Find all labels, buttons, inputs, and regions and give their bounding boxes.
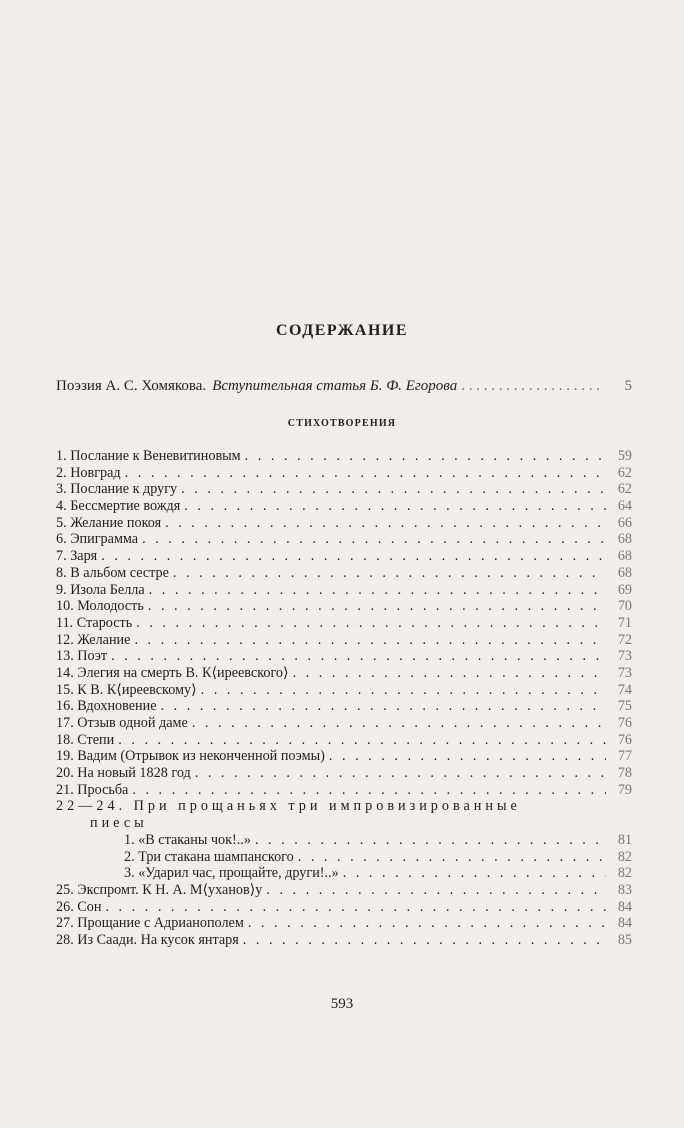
leader-dots xyxy=(125,465,606,482)
entry-page: 78 xyxy=(617,765,632,782)
entry-title: 4. Бессмертие вождя xyxy=(56,498,181,515)
group-title-cont: пиесы xyxy=(90,815,148,832)
entry-title: 25. Экспромт. К Н. А. М⟨уханов⟩у xyxy=(56,881,263,898)
entry-page: 75 xyxy=(617,698,632,715)
entry-title: 15. К В. К⟨иреевскому⟩ xyxy=(56,681,197,698)
entry-page: 81 xyxy=(617,831,632,848)
toc-entry xyxy=(56,565,632,582)
entry-page: 69 xyxy=(617,581,632,598)
entry-page: 82 xyxy=(617,865,632,882)
leader-dots xyxy=(298,849,606,866)
toc-entry xyxy=(56,465,632,482)
leader-dots xyxy=(161,698,606,715)
toc-entry xyxy=(56,782,632,799)
entry-page: 68 xyxy=(617,548,632,565)
section-heading: СТИХОТВОРЕНИЯ xyxy=(287,418,397,429)
toc-entry xyxy=(56,481,632,498)
entry-page: 76 xyxy=(617,715,632,731)
toc-entry xyxy=(56,515,632,532)
leader-dots xyxy=(266,882,606,899)
leader-dots xyxy=(461,378,604,395)
entry-page: 72 xyxy=(617,631,632,648)
leader-dots xyxy=(195,765,606,782)
leader-dots xyxy=(181,481,606,498)
entry-page: 84 xyxy=(617,915,632,932)
entry-title: 6. Эпиграмма xyxy=(56,531,139,548)
entry-title: 1. Послание к Веневитиновым xyxy=(56,448,241,464)
toc-entry xyxy=(56,932,632,949)
entry-title: 16. Вдохновение xyxy=(56,698,157,715)
entry-page: 77 xyxy=(617,748,632,765)
entry-page: 73 xyxy=(617,648,632,665)
leader-dots xyxy=(142,531,606,548)
toc-entry xyxy=(56,732,632,749)
entry-title: 2. Новград xyxy=(56,464,121,481)
entry-title: 11. Старость xyxy=(56,614,133,631)
entry-title: 20. На новый 1828 год xyxy=(56,765,191,782)
entry-title: 9. Изола Белла xyxy=(56,581,145,598)
leader-dots xyxy=(243,932,606,949)
toc-entry xyxy=(56,915,632,932)
entry-title: 3. Послание к другу xyxy=(56,481,178,498)
leader-dots xyxy=(343,865,606,882)
toc-entry xyxy=(56,882,632,899)
leader-dots xyxy=(248,915,606,932)
toc-subentry xyxy=(56,865,632,882)
entry-title: 5. Желание покоя xyxy=(56,514,162,531)
entry-page: 66 xyxy=(617,514,632,531)
entry-page: 68 xyxy=(617,531,632,548)
leader-dots xyxy=(118,732,606,749)
page-title: СОДЕРЖАНИЕ xyxy=(275,322,409,339)
entry-page: 71 xyxy=(617,614,632,631)
entry-page: 76 xyxy=(617,731,632,748)
entry-page: 64 xyxy=(617,498,632,515)
toc-entry xyxy=(56,665,632,682)
leader-dots xyxy=(255,832,606,849)
leader-dots xyxy=(136,615,606,632)
entry-title: 27. Прощание с Адрианополем xyxy=(56,915,244,932)
toc-entry xyxy=(56,582,632,599)
group-heading-cont xyxy=(56,815,632,832)
entry-page: 85 xyxy=(617,931,632,948)
entry-page: 62 xyxy=(617,464,632,481)
toc-entry xyxy=(56,498,632,515)
leader-dots xyxy=(184,498,606,515)
entry-title: 13. Поэт xyxy=(56,648,108,665)
entry-title: 21. Просьба xyxy=(56,781,129,798)
entry-page: 83 xyxy=(617,881,632,898)
toc-entry xyxy=(56,615,632,632)
entry-title: 7. Заря xyxy=(56,548,98,565)
entry-title: 17. Отзыв одной даме xyxy=(56,715,188,731)
toc-entry xyxy=(56,648,632,665)
entry-page: 74 xyxy=(617,681,632,698)
toc-entry xyxy=(56,765,632,782)
entry-page: 73 xyxy=(617,664,632,681)
intro-italic: Вступительная статья Б. Ф. Егорова xyxy=(212,378,458,394)
entry-page: 84 xyxy=(617,898,632,915)
toc-entry xyxy=(56,548,632,565)
entry-title: 28. Из Саади. На кусок янтаря xyxy=(56,931,239,948)
toc-entry xyxy=(56,598,632,615)
leader-dots xyxy=(132,782,606,799)
leader-dots xyxy=(111,648,606,665)
entry-page: 62 xyxy=(617,481,632,498)
leader-dots xyxy=(148,598,606,615)
leader-dots xyxy=(192,715,606,732)
intro-entry xyxy=(56,378,632,400)
entry-title: 19. Вадим (Отрывок из неконченной поэмы) xyxy=(56,748,325,765)
toc-entry xyxy=(56,682,632,699)
page-number: 593 xyxy=(330,996,354,1012)
intro-text: Поэзия А. С. Хомякова. xyxy=(56,378,207,394)
toc-entry xyxy=(56,748,632,765)
leader-dots xyxy=(105,899,606,916)
toc-entry xyxy=(56,715,632,732)
toc-list xyxy=(56,448,632,949)
toc-entry xyxy=(56,531,632,548)
leader-dots xyxy=(201,682,606,699)
toc-entry xyxy=(56,448,632,465)
entry-title: 8. В альбом сестре xyxy=(56,564,169,581)
leader-dots xyxy=(329,748,606,765)
entry-page: 82 xyxy=(617,848,632,865)
toc-entry xyxy=(56,632,632,649)
entry-page: 79 xyxy=(617,781,632,798)
entry-title: 18. Степи xyxy=(56,731,115,748)
toc-subentry xyxy=(56,849,632,866)
group-title: 22—24. При прощаньях три импровизированные xyxy=(56,798,521,815)
leader-dots xyxy=(134,632,606,649)
leader-dots xyxy=(101,548,606,565)
entry-title: 26. Сон xyxy=(56,898,102,915)
group-heading xyxy=(56,798,632,815)
toc-entry xyxy=(56,899,632,916)
toc-subentry xyxy=(56,832,632,849)
entry-page: 70 xyxy=(617,598,632,615)
entry-title: 2. Три стакана шампанского xyxy=(124,848,294,865)
intro-page: 5 xyxy=(624,378,632,394)
entry-title: 1. «В стаканы чок!..» xyxy=(124,831,251,848)
leader-dots xyxy=(149,582,606,599)
entry-title: 3. «Ударил час, прощайте, други!..» xyxy=(124,865,339,882)
entry-page: 59 xyxy=(617,448,632,464)
leader-dots xyxy=(165,515,606,532)
entry-page: 68 xyxy=(617,564,632,581)
entry-title: 10. Молодость xyxy=(56,598,144,615)
entry-title: 12. Желание xyxy=(56,631,131,648)
leader-dots xyxy=(173,565,606,582)
leader-dots xyxy=(293,665,606,682)
leader-dots xyxy=(245,448,606,465)
entry-title: 14. Элегия на смерть В. К⟨иреевского⟩ xyxy=(56,664,289,681)
toc-entry xyxy=(56,698,632,715)
